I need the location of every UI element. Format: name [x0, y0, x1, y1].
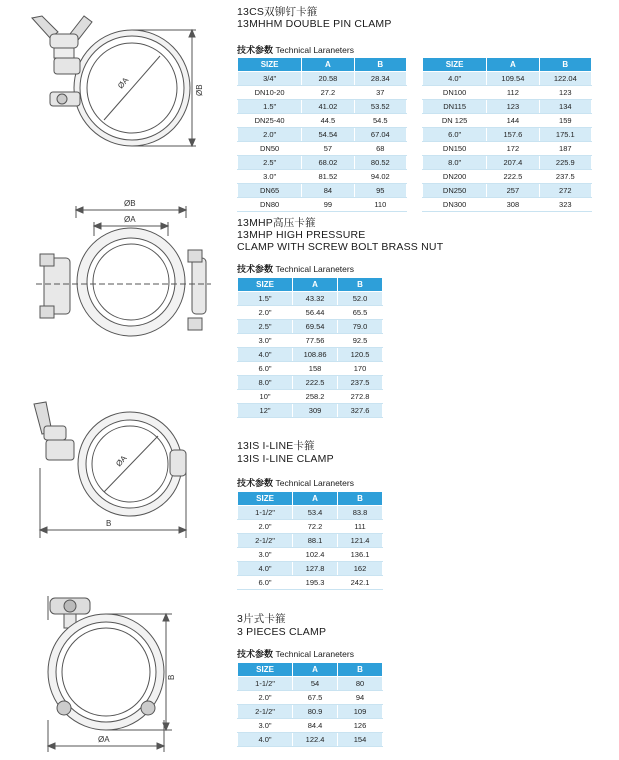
table-cell: 109.54 — [487, 72, 539, 86]
dim-a-label: ØA — [124, 215, 136, 224]
tech-label-cn: 技术参数 — [237, 478, 274, 488]
table-cell: DN 125 — [423, 114, 487, 128]
three-pieces-clamp-title-en: 3 PIECES CLAMP — [237, 626, 327, 638]
table-cell: 136.1 — [338, 548, 383, 562]
table-cell: 84.4 — [293, 719, 338, 733]
table-cell: 110 — [354, 198, 406, 212]
column-header: A — [293, 663, 338, 677]
column-header: B — [338, 278, 383, 292]
table-cell: 122.04 — [539, 72, 591, 86]
table-cell: DN10-20 — [238, 86, 302, 100]
table-cell: 111 — [338, 520, 383, 534]
table-cell: 4.0" — [238, 348, 293, 362]
column-header: B — [354, 58, 406, 72]
table-row — [238, 348, 383, 362]
dim-a-label: ØA — [116, 75, 131, 91]
tech-label-cn: 技术参数 — [237, 264, 274, 274]
table-cell: 159 — [539, 114, 591, 128]
table-cell: 99 — [302, 198, 354, 212]
table-cell: 1-1/2" — [238, 506, 293, 520]
double-pin-clamp-table-left — [237, 57, 407, 212]
table-cell: 27.2 — [302, 86, 354, 100]
table-cell: 187 — [539, 142, 591, 156]
table-cell: 175.1 — [539, 128, 591, 142]
table-cell: 54.54 — [302, 128, 354, 142]
table-cell: 122.4 — [293, 733, 338, 747]
table-cell: 94.02 — [354, 170, 406, 184]
table-cell: 54 — [293, 677, 338, 691]
table-cell: 95 — [354, 184, 406, 198]
table-cell: 327.6 — [338, 404, 383, 418]
table-row — [238, 719, 383, 733]
table-cell: 8.0" — [238, 376, 293, 390]
table-cell: 127.8 — [293, 562, 338, 576]
table-row — [238, 128, 407, 142]
table-cell: 68 — [354, 142, 406, 156]
table-row — [238, 562, 383, 576]
table-cell: 162 — [338, 562, 383, 576]
table-cell: 4.0" — [238, 562, 293, 576]
table-cell: 3.0" — [238, 719, 293, 733]
table-cell: DN80 — [238, 198, 302, 212]
table-cell: 28.34 — [354, 72, 406, 86]
high-pressure-clamp-title-en2: CLAMP WITH SCREW BOLT BRASS NUT — [237, 241, 444, 253]
table-cell: 308 — [487, 198, 539, 212]
table-row — [423, 114, 592, 128]
table-cell: 2.0" — [238, 128, 302, 142]
double-pin-clamp-drawing — [14, 12, 214, 162]
table-cell: 123 — [539, 86, 591, 100]
column-header: B — [338, 492, 383, 506]
table-cell: DN100 — [423, 86, 487, 100]
table-row — [238, 404, 383, 418]
table-cell: 309 — [293, 404, 338, 418]
table-cell: 2.5" — [238, 156, 302, 170]
table-cell: 123 — [487, 100, 539, 114]
high-pressure-clamp-table — [237, 277, 383, 418]
table-cell: 258.2 — [293, 390, 338, 404]
table-cell: 6.0" — [423, 128, 487, 142]
table-header-row — [423, 58, 592, 72]
dim-b-label: ØB — [124, 199, 136, 208]
double-pin-clamp-tech-label — [237, 43, 354, 56]
table-cell: 57 — [302, 142, 354, 156]
table-cell: 3.0" — [238, 170, 302, 184]
table-row — [238, 390, 383, 404]
table-cell: 37 — [354, 86, 406, 100]
table-cell: 126 — [338, 719, 383, 733]
high-pressure-clamp-title-cn: 13MHP高压卡箍 — [237, 217, 316, 229]
table-cell: DN200 — [423, 170, 487, 184]
table-header-row — [238, 663, 383, 677]
table-row — [238, 170, 407, 184]
table-cell: 172 — [487, 142, 539, 156]
column-header: SIZE — [238, 663, 293, 677]
table-cell: 68.02 — [302, 156, 354, 170]
table-cell: 10" — [238, 390, 293, 404]
table-cell: 80.52 — [354, 156, 406, 170]
table-row — [238, 576, 383, 590]
table-row — [238, 705, 383, 719]
table-header-row — [238, 278, 383, 292]
double-pin-clamp-title-en: 13MHHM DOUBLE PIN CLAMP — [237, 18, 392, 30]
table-cell: 222.5 — [293, 376, 338, 390]
high-pressure-clamp-title-en1: 13MHP HIGH PRESSURE — [237, 229, 366, 241]
tech-label-cn: 技术参数 — [237, 649, 274, 659]
table-cell: 144 — [487, 114, 539, 128]
table-cell: 12" — [238, 404, 293, 418]
column-header: A — [293, 278, 338, 292]
table-cell: 109 — [338, 705, 383, 719]
table-cell: 52.0 — [338, 292, 383, 306]
dim-b-label: B — [167, 674, 176, 680]
table-cell: 158 — [293, 362, 338, 376]
i-line-clamp-title-en: 13IS I-LINE CLAMP — [237, 453, 334, 465]
column-header: SIZE — [238, 278, 293, 292]
table-cell: 83.8 — [338, 506, 383, 520]
table-cell: 94 — [338, 691, 383, 705]
table-cell: 237.5 — [338, 376, 383, 390]
table-cell: 67.5 — [293, 691, 338, 705]
table-cell: 134 — [539, 100, 591, 114]
table-cell: 43.32 — [293, 292, 338, 306]
table-row — [238, 320, 383, 334]
table-cell: 2.5" — [238, 320, 293, 334]
table-cell: 2.0" — [238, 520, 293, 534]
table-row — [238, 534, 383, 548]
dim-b-label: ØB — [195, 84, 204, 96]
high-pressure-clamp-tech-label — [237, 262, 354, 275]
table-row — [238, 142, 407, 156]
table-cell: 222.5 — [487, 170, 539, 184]
table-cell: 170 — [338, 362, 383, 376]
table-row — [423, 170, 592, 184]
table-cell: DN115 — [423, 100, 487, 114]
three-pieces-clamp-table — [237, 662, 383, 747]
table-cell: 84 — [302, 184, 354, 198]
table-row — [238, 292, 383, 306]
table-cell: DN50 — [238, 142, 302, 156]
tech-label-en: Technical Laraneters — [275, 264, 354, 274]
column-header: B — [539, 58, 591, 72]
table-cell: 53.52 — [354, 100, 406, 114]
table-cell: 225.9 — [539, 156, 591, 170]
table-cell: 41.02 — [302, 100, 354, 114]
i-line-clamp-tech-label — [237, 476, 354, 489]
table-cell: 4.0" — [423, 72, 487, 86]
table-cell: 257 — [487, 184, 539, 198]
dim-b-label: B — [106, 519, 112, 528]
table-cell: 2.0" — [238, 691, 293, 705]
table-cell: DN250 — [423, 184, 487, 198]
table-cell: 80.9 — [293, 705, 338, 719]
table-row — [423, 198, 592, 212]
table-cell: DN25-40 — [238, 114, 302, 128]
table-row — [238, 334, 383, 348]
table-cell: 54.5 — [354, 114, 406, 128]
tech-label-en: Technical Laraneters — [275, 649, 354, 659]
table-cell: 2-1/2" — [238, 534, 293, 548]
table-cell: 44.5 — [302, 114, 354, 128]
table-cell: 6.0" — [238, 576, 293, 590]
table-row — [238, 548, 383, 562]
table-cell: 102.4 — [293, 548, 338, 562]
table-row — [238, 306, 383, 320]
table-row — [238, 184, 407, 198]
table-row — [238, 198, 407, 212]
table-row — [238, 362, 383, 376]
column-header: B — [338, 663, 383, 677]
tech-label-en: Technical Laraneters — [275, 45, 354, 55]
table-cell: 56.44 — [293, 306, 338, 320]
table-row — [238, 72, 407, 86]
column-header: SIZE — [423, 58, 487, 72]
i-line-clamp-table — [237, 491, 383, 590]
tech-label-cn: 技术参数 — [237, 45, 274, 55]
table-cell: 80 — [338, 677, 383, 691]
table-row — [238, 733, 383, 747]
table-cell: 1.5" — [238, 292, 293, 306]
table-row — [238, 506, 383, 520]
table-cell: 323 — [539, 198, 591, 212]
three-pieces-clamp-tech-label — [237, 647, 354, 660]
table-row — [238, 114, 407, 128]
table-cell: 6.0" — [238, 362, 293, 376]
table-row — [423, 128, 592, 142]
table-cell: 88.1 — [293, 534, 338, 548]
table-cell: 8.0" — [423, 156, 487, 170]
table-cell: 121.4 — [338, 534, 383, 548]
table-header-row — [238, 492, 383, 506]
table-row — [238, 691, 383, 705]
table-cell: 77.56 — [293, 334, 338, 348]
table-row — [423, 142, 592, 156]
table-cell: 108.86 — [293, 348, 338, 362]
table-cell: 20.58 — [302, 72, 354, 86]
table-row — [423, 184, 592, 198]
table-cell: 2-1/2" — [238, 705, 293, 719]
column-header: A — [293, 492, 338, 506]
three-pieces-clamp-drawing — [30, 590, 210, 758]
table-cell: 3.0" — [238, 334, 293, 348]
tech-label-en: Technical Laraneters — [275, 478, 354, 488]
table-cell: 1.5" — [238, 100, 302, 114]
table-cell: DN65 — [238, 184, 302, 198]
double-pin-clamp-title-cn: 13CS双铆钉卡箍 — [237, 6, 318, 18]
three-pieces-clamp-title-cn: 3片式卡箍 — [237, 613, 286, 625]
table-cell: 92.5 — [338, 334, 383, 348]
table-cell: 53.4 — [293, 506, 338, 520]
table-cell: DN150 — [423, 142, 487, 156]
table-row — [238, 100, 407, 114]
table-cell: 81.52 — [302, 170, 354, 184]
table-row — [238, 156, 407, 170]
table-row — [238, 86, 407, 100]
table-cell: 272 — [539, 184, 591, 198]
table-cell: 3/4" — [238, 72, 302, 86]
column-header: A — [302, 58, 354, 72]
table-cell: 112 — [487, 86, 539, 100]
table-cell: 4.0" — [238, 733, 293, 747]
table-row — [423, 156, 592, 170]
table-cell: 154 — [338, 733, 383, 747]
table-row — [423, 100, 592, 114]
table-cell: 79.0 — [338, 320, 383, 334]
column-header: A — [487, 58, 539, 72]
table-cell: 157.6 — [487, 128, 539, 142]
table-row — [238, 520, 383, 534]
table-cell: 195.3 — [293, 576, 338, 590]
table-cell: 272.8 — [338, 390, 383, 404]
table-cell: 120.5 — [338, 348, 383, 362]
table-row — [423, 72, 592, 86]
dim-a-label: ØA — [98, 735, 110, 744]
table-cell: 242.1 — [338, 576, 383, 590]
table-cell: 69.54 — [293, 320, 338, 334]
column-header: SIZE — [238, 58, 302, 72]
table-cell: 207.4 — [487, 156, 539, 170]
i-line-clamp-title-cn: 13IS I-LINE卡箍 — [237, 440, 315, 452]
table-row — [423, 86, 592, 100]
dim-a-label: ØA — [114, 453, 129, 469]
table-cell: 2.0" — [238, 306, 293, 320]
table-cell: 3.0" — [238, 548, 293, 562]
column-header: SIZE — [238, 492, 293, 506]
table-cell: DN300 — [423, 198, 487, 212]
table-row — [238, 376, 383, 390]
table-cell: 237.5 — [539, 170, 591, 184]
high-pressure-clamp-drawing — [36, 192, 211, 347]
table-row — [238, 677, 383, 691]
table-cell: 67.04 — [354, 128, 406, 142]
i-line-clamp-drawing — [30, 398, 210, 548]
table-cell: 72.2 — [293, 520, 338, 534]
double-pin-clamp-table-right — [422, 57, 592, 212]
table-cell: 65.5 — [338, 306, 383, 320]
table-header-row — [238, 58, 407, 72]
table-cell: 1-1/2" — [238, 677, 293, 691]
